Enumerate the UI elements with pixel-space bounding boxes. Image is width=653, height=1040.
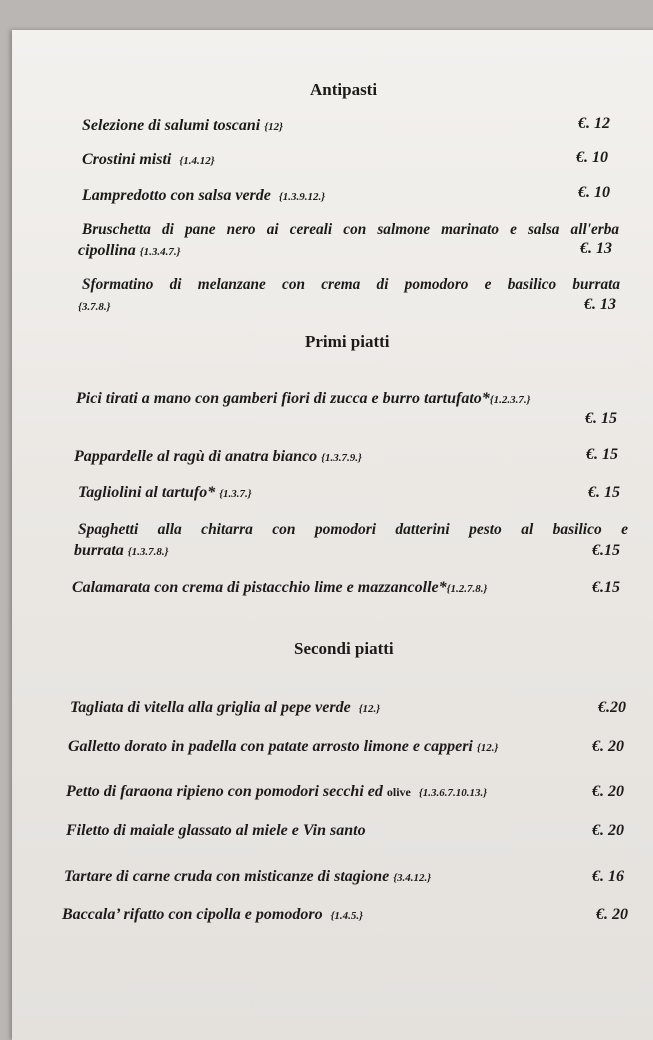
dish-name-line1: Spaghetti alla chitarra con pomodori datterini pesto al basilico e [78,521,628,538]
dish-price: €. 15 [585,410,617,427]
dish-price: €. 15 [586,446,618,463]
dish-price: €. 10 [576,149,608,166]
dish-price: €. 13 [580,240,612,257]
dish-price: €. 12 [578,115,610,132]
dish-price: €. 20 [592,738,624,755]
dish-name: Filetto di maiale glassato al miele e Vin santo [66,822,366,839]
dish-codes: {3.7.8.} [78,301,111,313]
dish-price: €.15 [592,579,620,596]
dish-name-line2: cipollina {1.3.4.7.} [78,242,181,259]
dish-price: €. 10 [578,184,610,201]
dish-name-line1: Sformatino di melanzane con crema di pomodoro e basilico burrata [82,276,620,293]
section-title-antipasti: Antipasti [310,80,378,99]
dish-price: €. 20 [592,783,624,800]
dish-name: Calamarata con crema di pistacchio lime e mazzancolle*{1.2.7.8.} [72,579,488,596]
dish-name: Pici tirati a mano con gamberi fiori di zucca e burro tartufato*{1.2.3.7.} [76,390,531,407]
dish-price: €. 20 [596,906,628,923]
dish-price: €. 16 [592,868,624,885]
dish-price: €. 20 [592,822,624,839]
dish-name: Tartare di carne cruda con misticanze di stagione {3.4.12.} [64,868,432,885]
dish-name: Baccala’ rifatto con cipolla e pomodoro {1.4.5.} [62,906,363,923]
dish-name: Tagliolini al tartufo* {1.3.7.} [78,484,252,501]
section-title-secondi: Secondi piatti [294,639,394,658]
dish-name: Crostini misti {1.4.12} [82,151,215,168]
dish-price: €.15 [592,542,620,559]
dish-name: Tagliata di vitella alla griglia al pepe verde {12.} [70,699,381,716]
dish-price: €.20 [598,699,626,716]
dish-name: Selezione di salumi toscani {12} [82,117,283,134]
dish-name-line1: Bruschetta di pane nero ai cereali con salmone marinato e salsa all'erba [82,221,619,238]
dish-price: €. 15 [588,484,620,501]
dish-name: Galletto dorato in padella con patate arrosto limone e capperi {12.} [68,738,499,755]
dish-name: Pappardelle al ragù di anatra bianco {1.3.7.9.} [74,448,362,465]
section-title-primi: Primi piatti [305,332,390,351]
dish-name-line2: burrata {1.3.7.8.} [74,542,169,559]
menu-sheet [12,30,653,1040]
dish-name: Lampredotto con salsa verde {1.3.9.12.} [82,187,326,204]
dish-price: €. 13 [584,296,616,313]
dish-name: Petto di faraona ripieno con pomodori secchi ed olive {1.3.6.7.10.13.} [66,783,488,800]
